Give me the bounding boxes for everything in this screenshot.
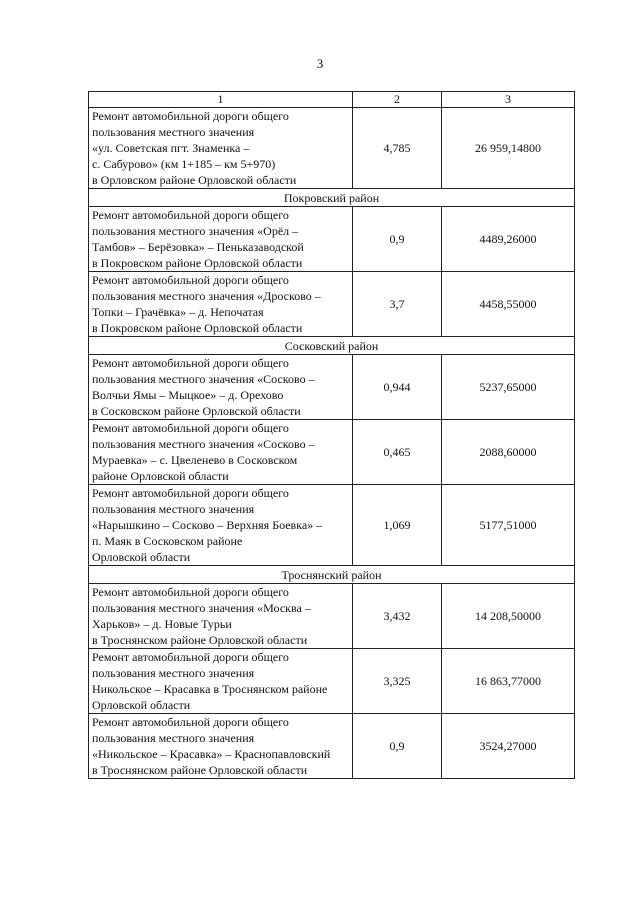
description-line: Харьков» – д. Новые Турьи: [92, 617, 232, 631]
column-number-header-row: [89, 92, 575, 108]
description-line: Ремонт автомобильной дороги общего: [92, 715, 289, 729]
road-description: [89, 207, 353, 272]
description-line: пользования местного значения: [92, 666, 255, 680]
description-line: пользования местного значения: [92, 731, 255, 745]
district-name: Троснянский район: [89, 566, 575, 584]
description-line: пользования местного значения «Дросково –: [92, 289, 321, 303]
description-line: районе Орловской области: [92, 469, 229, 483]
description-line: пользования местного значения «Сосково –: [92, 437, 315, 451]
description-line: Ремонт автомобильной дороги общего: [92, 356, 289, 370]
description-line: «ул. Советская пгт. Знаменка –: [92, 141, 250, 155]
funding-amount: 3524,27000: [442, 714, 575, 779]
funding-amount: 4458,55000: [442, 272, 575, 337]
description-line: с. Сабурово» (км 1+185 – км 5+970): [92, 157, 276, 171]
road-repair-table: [88, 91, 575, 779]
description-line: Орловской области: [92, 698, 191, 712]
description-line: Ремонт автомобильной дороги общего: [92, 486, 289, 500]
description-line: в Троснянском районе Орловской области: [92, 763, 308, 777]
description-line: в Сосковском районе Орловской области: [92, 404, 301, 418]
table-row: [89, 207, 575, 272]
road-length: 0,9: [353, 207, 442, 272]
table-row: [89, 108, 575, 189]
description-line: в Орловском районе Орловской области: [92, 173, 297, 187]
description-line: Ремонт автомобильной дороги общего: [92, 208, 289, 222]
road-description: [89, 485, 353, 566]
column-number-header: 3: [442, 92, 575, 108]
road-length: 0,9: [353, 714, 442, 779]
description-line: Волчьи Ямы – Мыцкое» – д. Орехово: [92, 388, 284, 402]
description-line: п. Маяк в Сосковском районе: [92, 534, 243, 548]
description-line: пользования местного значения «Сосково –: [92, 372, 315, 386]
funding-amount: 4489,26000: [442, 207, 575, 272]
district-row: [89, 189, 575, 207]
table-row: [89, 649, 575, 714]
description-line: Орловской области: [92, 550, 191, 564]
table-row: [89, 272, 575, 337]
funding-amount: 2088,60000: [442, 420, 575, 485]
description-line: Ремонт автомобильной дороги общего: [92, 585, 289, 599]
road-length: 1,069: [353, 485, 442, 566]
funding-amount: 16 863,77000: [442, 649, 575, 714]
description-line: пользования местного значения: [92, 502, 255, 516]
description-line: Ремонт автомобильной дороги общего: [92, 109, 289, 123]
description-line: в Покровском районе Орловской области: [92, 321, 303, 335]
description-line: пользования местного значения: [92, 125, 255, 139]
road-description: [89, 355, 353, 420]
description-line: Тамбов» – Берёзовка» – Пеньказаводской: [92, 240, 304, 254]
description-line: Ремонт автомобильной дороги общего: [92, 273, 289, 287]
description-line: «Нарышкино – Сосково – Верхняя Боевка» –: [92, 518, 323, 532]
description-line: пользования местного значения «Орёл –: [92, 224, 299, 238]
description-line: в Покровском районе Орловской области: [92, 256, 303, 270]
funding-amount: 14 208,50000: [442, 584, 575, 649]
table-row: [89, 584, 575, 649]
page-number: 3: [316, 56, 324, 71]
column-number-header: 2: [353, 92, 442, 108]
road-length: 3,432: [353, 584, 442, 649]
description-line: в Троснянском районе Орловской области: [92, 633, 308, 647]
description-line: Ремонт автомобильной дороги общего: [92, 650, 289, 664]
description-line: Топки – Грачёвка» – д. Непочатая: [92, 305, 264, 319]
road-description: [89, 272, 353, 337]
funding-amount: 5177,51000: [442, 485, 575, 566]
table-row: [89, 485, 575, 566]
district-name: Покровский район: [89, 189, 575, 207]
description-line: Мураевка» – с. Цвеленево в Сосковском: [92, 453, 298, 467]
road-length: 4,785: [353, 108, 442, 189]
table-row: [89, 714, 575, 779]
district-row: [89, 566, 575, 584]
road-length: 0,944: [353, 355, 442, 420]
road-description: [89, 108, 353, 189]
description-line: «Никольское – Красавка» – Краснопавловский: [92, 747, 331, 761]
road-length: 0,465: [353, 420, 442, 485]
description-line: пользования местного значения «Москва –: [92, 601, 311, 615]
road-description: [89, 714, 353, 779]
table-row: [89, 355, 575, 420]
funding-amount: 26 959,14800: [442, 108, 575, 189]
description-line: Ремонт автомобильной дороги общего: [92, 421, 289, 435]
description-line: Никольское – Красавка в Троснянском районе: [92, 682, 328, 696]
column-number-header: 1: [89, 92, 353, 108]
road-description: [89, 420, 353, 485]
funding-amount: 5237,65000: [442, 355, 575, 420]
road-length: 3,325: [353, 649, 442, 714]
road-description: [89, 584, 353, 649]
road-description: [89, 649, 353, 714]
road-length: 3,7: [353, 272, 442, 337]
table-row: [89, 420, 575, 485]
district-row: [89, 337, 575, 355]
district-name: Сосковский район: [89, 337, 575, 355]
